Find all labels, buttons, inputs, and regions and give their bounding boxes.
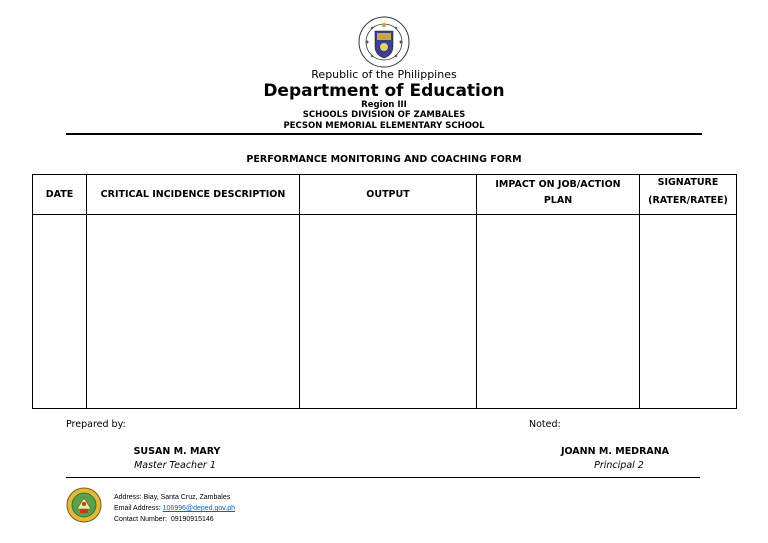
republic-heading: Republic of the Philippines [311, 68, 457, 81]
header-divider [66, 133, 702, 135]
division-heading: SCHOOLS DIVISION OF ZAMBALES [302, 110, 466, 120]
email-link[interactable]: 106996@deped.gov.ph [162, 505, 236, 512]
region-heading: Region III [361, 100, 407, 110]
signature-header-line2: (RATER/RATEE) [648, 195, 728, 206]
noter-name: JOANN M. MEDRANA [560, 446, 670, 457]
date-cell[interactable] [33, 215, 87, 409]
school-heading: PECSON MEMORIAL ELEMENTARY SCHOOL [283, 121, 485, 131]
column-header-date: DATE [33, 175, 87, 215]
prepared-by-label: Prepared by: [66, 419, 126, 430]
signature-header-line1: SIGNATURE [657, 177, 719, 188]
coaching-table [32, 174, 737, 409]
footer-contact: Contact Number: 09190915146 [114, 516, 214, 523]
signature-cell[interactable] [640, 215, 737, 409]
noted-label: Noted: [529, 419, 561, 430]
noter-role: Principal 2 [594, 460, 644, 471]
footer-email: Email Address: 106996@deped.gov.ph [114, 505, 236, 512]
footer-address: Address: Biay, Santa Cruz, Zambales [114, 494, 231, 501]
output-cell[interactable] [300, 215, 477, 409]
table-header-row [33, 175, 737, 215]
column-header-impact [477, 175, 640, 215]
form-title: PERFORMANCE MONITORING AND COACHING FORM [246, 154, 522, 165]
noter-signature-line [404, 477, 700, 478]
description-cell[interactable] [87, 215, 300, 409]
school-logo-icon [66, 487, 102, 523]
impact-cell[interactable] [477, 215, 640, 409]
column-header-output: OUTPUT [300, 175, 477, 215]
impact-header-line1: IMPACT ON JOB/ACTION [495, 179, 621, 190]
impact-header-line2: PLAN [543, 195, 573, 206]
column-header-signature [640, 175, 737, 215]
preparer-signature-line [66, 477, 404, 478]
table-row [33, 215, 737, 409]
department-heading: Department of Education [263, 81, 505, 101]
preparer-role: Master Teacher 1 [134, 460, 216, 471]
column-header-description: CRITICAL INCIDENCE DESCRIPTION [87, 175, 300, 215]
preparer-name: SUSAN M. MARY [133, 446, 221, 457]
deped-seal-icon [358, 16, 410, 68]
